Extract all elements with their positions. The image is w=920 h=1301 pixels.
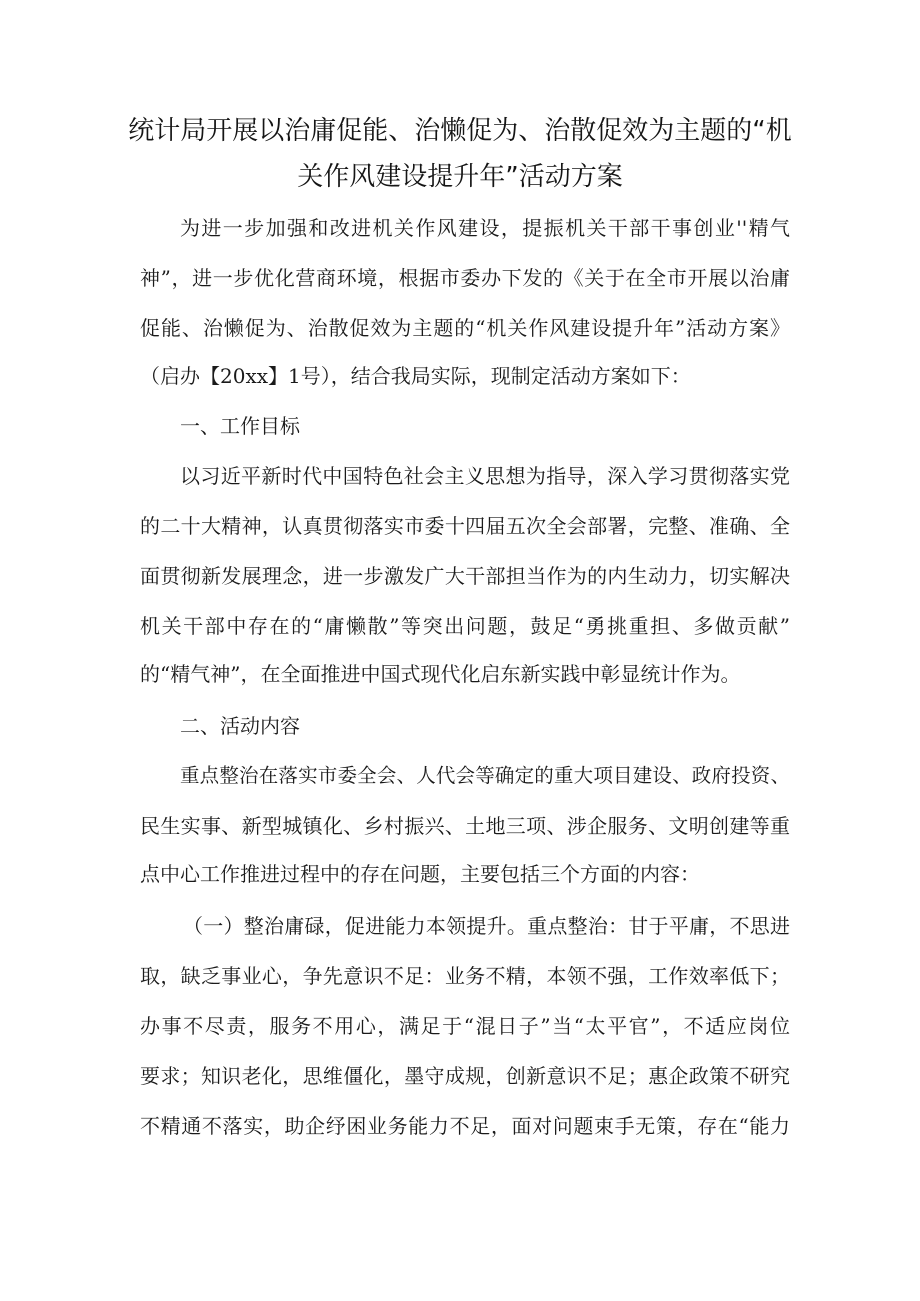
subsection-paragraph-line: 办事不尽责，服务不用心，满足于“混日子”当“太平官”，不适应岗位 [140, 1014, 790, 1038]
goal-paragraph-line: 以习近平新时代中国特色社会主义思想为指导，深入学习贯彻落实党 [180, 464, 790, 488]
goal-paragraph-line: 的二十大精神，认真贯彻落实市委十四届五次全会部署，完整、准确、全 [140, 514, 790, 538]
subsection-paragraph-line: 要求；知识老化，思维僵化，墨守成规，创新意识不足；惠企政策不研究 [140, 1064, 790, 1088]
content-paragraph-line: 民生实事、新型城镇化、乡村振兴、土地三项、涉企服务、文明创建等重 [140, 814, 790, 838]
subsection-paragraph-line: 取，缺乏事业心，争先意识不足：业务不精，本领不强，工作效率低下； [140, 964, 790, 988]
subsection-paragraph-line: 不精通不落实，助企纾困业务能力不足，面对问题束手无策，存在“能力 [140, 1114, 790, 1138]
intro-line: （启办【20xx】1号），结合我局实际，现制定活动方案如下： [140, 364, 691, 388]
intro-line: 神”，进一步优化营商环境，根据市委办下发的《关于在全市开展以治庸 [140, 266, 790, 290]
subsection-paragraph-line: （一）整治庸碌，促进能力本领提升。重点整治：甘于平庸，不思进 [183, 914, 790, 938]
goal-paragraph-line: 的“精气神”，在全面推进中国式现代化启东新实践中彰显统计作为。 [140, 662, 741, 686]
intro-line: 为进一步加强和改进机关作风建设，提振机关干部干事创业''精气 [180, 216, 790, 240]
document-title-line-1: 统计局开展以治庸促能、治懒促为、治散促效为主题的“机 [128, 116, 792, 146]
document-title-line-2: 关作风建设提升年”活动方案 [297, 162, 623, 192]
content-paragraph-line: 点中心工作推进过程中的存在问题，主要包括三个方面的内容： [140, 862, 700, 886]
section-heading-2: 二、活动内容 [180, 714, 300, 738]
content-paragraph-line: 重点整治在落实市委全会、人代会等确定的重大项目建设、政府投资、 [180, 764, 790, 787]
goal-paragraph-line: 机关干部中存在的“庸懒散”等突出问题，鼓足“勇挑重担、多做贡献” [140, 614, 790, 638]
goal-paragraph-line: 面贯彻新发展理念，进一步激发广大干部担当作为的内生动力，切实解决 [140, 564, 790, 588]
intro-line: 促能、治懒促为、治散促效为主题的“机关作风建设提升年”活动方案》 [140, 316, 790, 340]
section-heading-1: 一、工作目标 [180, 414, 300, 438]
